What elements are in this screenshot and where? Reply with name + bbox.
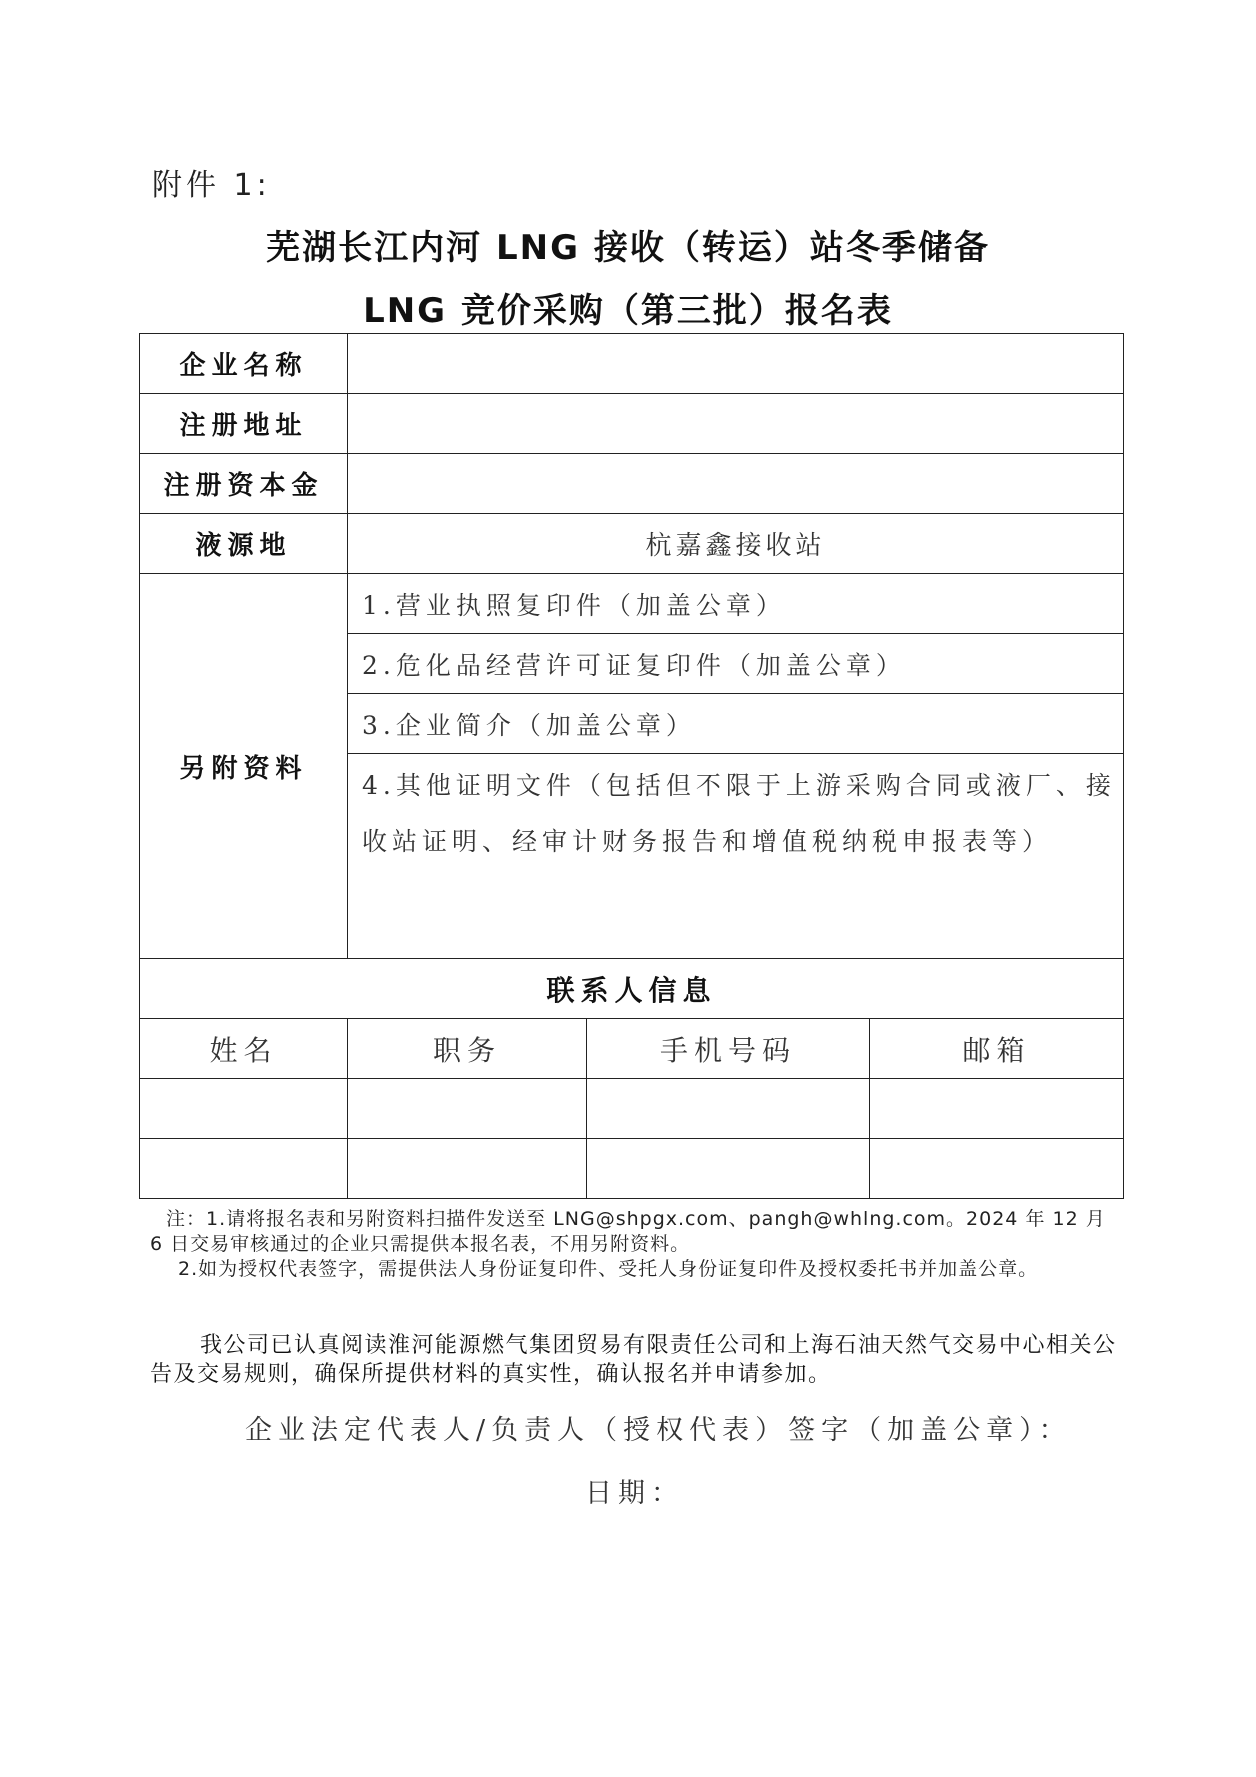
signature-label: 企业法定代表人/负责人（授权代表）签字（加盖公章）： [245, 1415, 1072, 1446]
form-title-line1: 芜湖长江内河 LNG 接收（转运）站冬季储备 [266, 228, 990, 268]
attachment-item-2: 2.危化品经营许可证复印件（加盖公章） [348, 634, 1124, 694]
company-name-field[interactable] [348, 334, 1124, 394]
contact-name-cell[interactable] [140, 1139, 348, 1199]
attachment-item-4: 4.其他证明文件（包括但不限于上游采购合同或液厂、接收站证明、经审计财务报告和增值税纳税申报表等） [348, 754, 1124, 959]
contact-email-cell[interactable] [870, 1079, 1124, 1139]
contact-row [140, 1139, 1124, 1199]
contact-phone-cell[interactable] [587, 1079, 870, 1139]
note-1: 注：1.请将报名表和另附资料扫描件发送至 LNG@shpgx.com、pangh@whlng.com。2024 年 12 月 6 日交易审核通过的企业只需提供本报名表，不用另附资料。 [150, 1208, 1106, 1255]
contact-email-cell[interactable] [870, 1139, 1124, 1199]
contact-row [140, 1079, 1124, 1139]
registration-form-table [139, 333, 1124, 1199]
contact-col-position: 职务 [348, 1019, 587, 1079]
registered-address-label: 注册地址 [140, 394, 348, 454]
contact-name-cell[interactable] [140, 1079, 348, 1139]
contact-col-name: 姓名 [140, 1019, 348, 1079]
company-name-label: 企业名称 [140, 334, 348, 394]
contact-phone-cell[interactable] [587, 1139, 870, 1199]
notes-block [150, 1207, 1120, 1282]
contact-col-email: 邮箱 [870, 1019, 1124, 1079]
form-title-line2: LNG 竞价采购（第三批）报名表 [363, 291, 893, 331]
registered-address-field[interactable] [348, 394, 1124, 454]
contact-section-title: 联系人信息 [140, 959, 1124, 1019]
contact-col-phone: 手机号码 [587, 1019, 870, 1079]
registered-capital-field[interactable] [348, 454, 1124, 514]
contact-position-cell[interactable] [348, 1139, 587, 1199]
attachment-item-1: 1.营业执照复印件（加盖公章） [348, 574, 1124, 634]
contact-position-cell[interactable] [348, 1079, 587, 1139]
date-label: 日期： [585, 1478, 684, 1509]
liquid-source-label: 液源地 [140, 514, 348, 574]
declaration-text: 我公司已认真阅读淮河能源燃气集团贸易有限责任公司和上海石油天然气交易中心相关公告及交易规则，确保所提供材料的真实性，确认报名并申请参加。 [150, 1333, 1117, 1387]
note-2: 2.如为授权代表签字，需提供法人身份证复印件、受托人身份证复印件及授权委托书并加盖公章。 [178, 1258, 1039, 1280]
attachments-label: 另附资料 [140, 574, 348, 959]
liquid-source-value: 杭嘉鑫接收站 [348, 514, 1124, 574]
registered-capital-label: 注册资本金 [140, 454, 348, 514]
attachment-item-3: 3.企业简介（加盖公章） [348, 694, 1124, 754]
attachment-label: 附件 1: [152, 168, 271, 203]
